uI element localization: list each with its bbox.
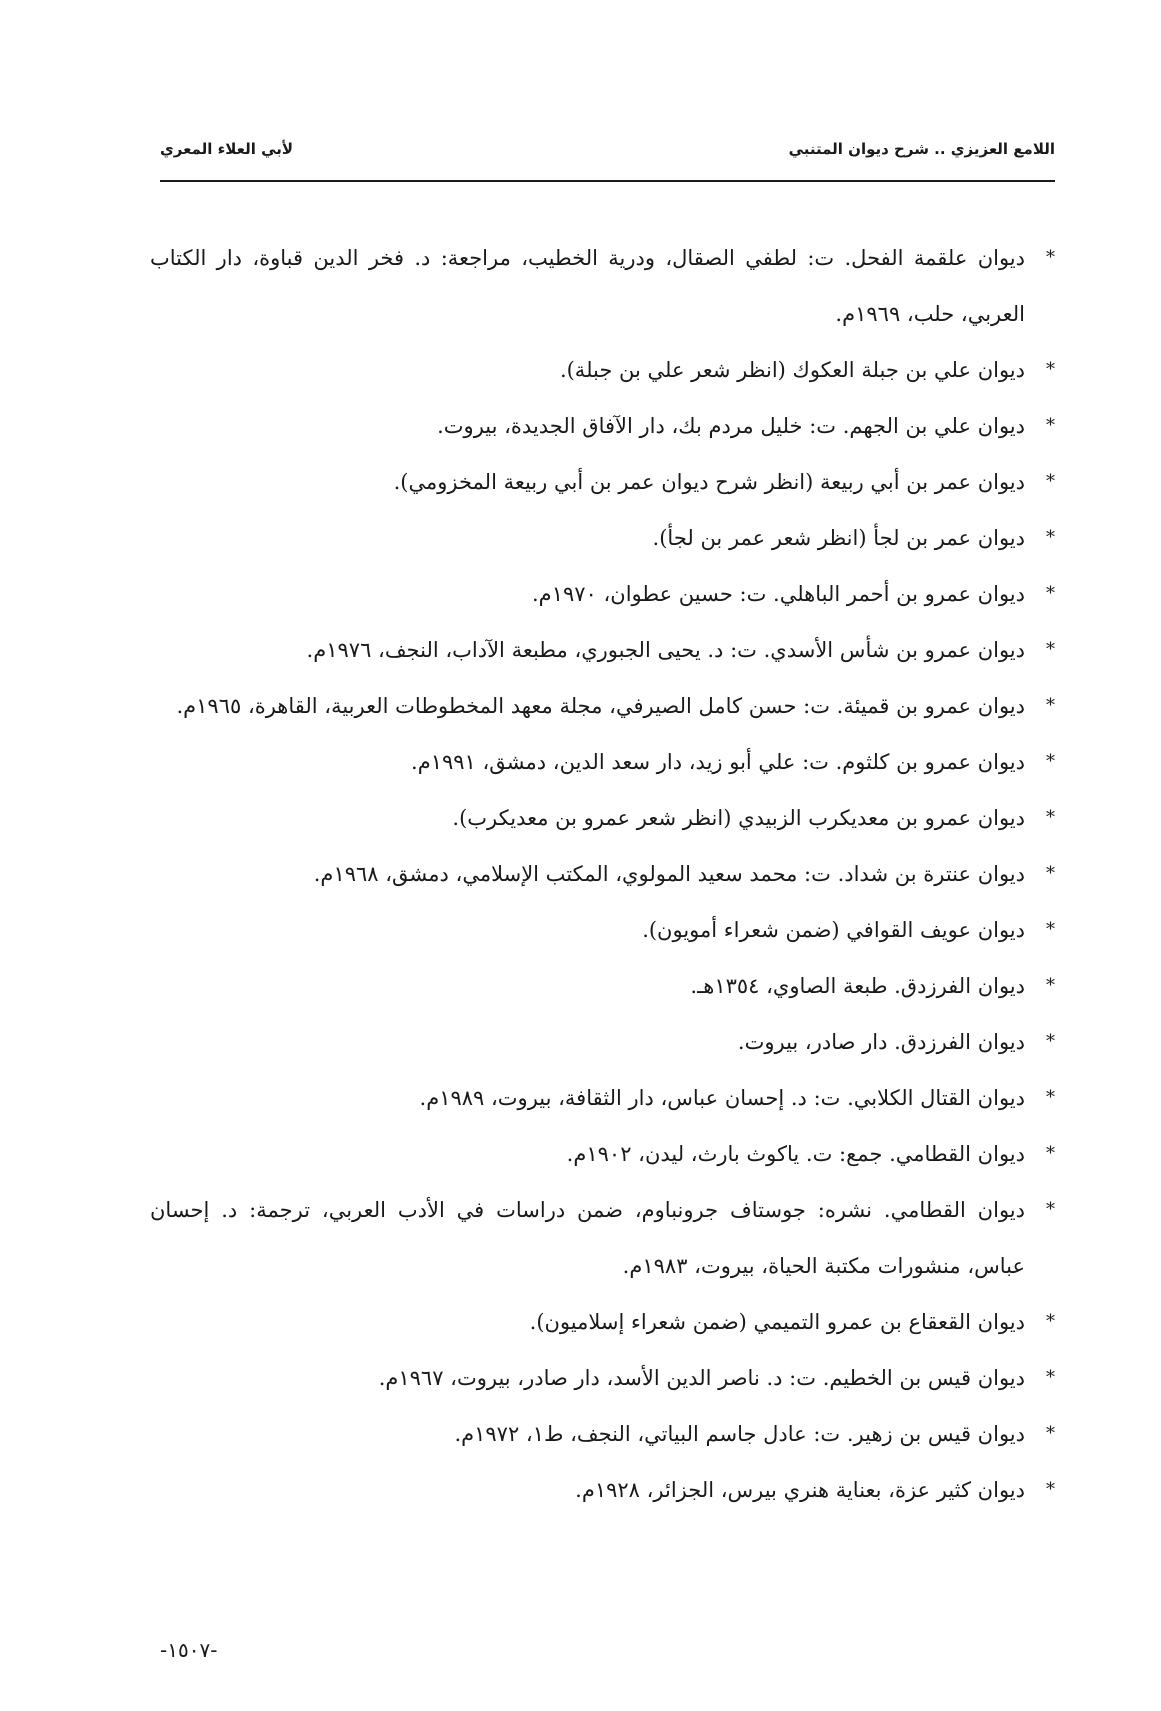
entry-text: ديوان عمر بن لجأ (انظر شعر عمر بن لجأ). bbox=[652, 526, 1025, 550]
bibliography-entry bbox=[150, 1126, 1055, 1182]
asterisk-bullet-icon: * bbox=[1046, 1423, 1055, 1444]
asterisk-bullet-icon: * bbox=[1046, 583, 1055, 604]
asterisk-bullet-icon: * bbox=[1046, 471, 1055, 492]
page-number: -١٥٠٧- bbox=[160, 1638, 218, 1662]
entry-text: ديوان القطامي. نشره: جوستاف جرونباوم، ضمن دراسات في الأدب العربي، ترجمة: د. إحسان عباس، منشورات مكتبة الحياة، بيروت، ١٩٨٣م. bbox=[150, 1198, 1025, 1278]
asterisk-bullet-icon: * bbox=[1046, 1199, 1055, 1220]
bibliography-entry bbox=[150, 1182, 1055, 1294]
asterisk-bullet-icon: * bbox=[1046, 695, 1055, 716]
asterisk-bullet-icon: * bbox=[1046, 247, 1055, 268]
asterisk-bullet-icon: * bbox=[1046, 1143, 1055, 1164]
entry-text: ديوان عويف القوافي (ضمن شعراء أمويون). bbox=[642, 918, 1025, 942]
entry-text: ديوان علي بن جبلة العكوك (انظر شعر علي بن جبلة). bbox=[559, 358, 1025, 382]
entry-text: ديوان عمرو بن قميئة. ت: حسن كامل الصيرفي، مجلة معهد المخطوطات العربية، القاهرة، ١٩٦٥م. bbox=[176, 694, 1025, 718]
entry-text: ديوان قيس بن الخطيم. ت: د. ناصر الدين الأسد، دار صادر، بيروت، ١٩٦٧م. bbox=[378, 1366, 1025, 1390]
asterisk-bullet-icon: * bbox=[1046, 975, 1055, 996]
asterisk-bullet-icon: * bbox=[1046, 1367, 1055, 1388]
bibliography-entry bbox=[150, 790, 1055, 846]
entry-text: ديوان عمرو بن شأس الأسدي. ت: د. يحيى الجبوري، مطبعة الآداب، النجف، ١٩٧٦م. bbox=[306, 638, 1025, 662]
bibliography-entry bbox=[150, 342, 1055, 398]
bibliography-entry bbox=[150, 622, 1055, 678]
bibliography-entry bbox=[150, 902, 1055, 958]
entry-text: ديوان عمر بن أبي ربيعة (انظر شرح ديوان عمر بن أبي ربيعة المخزومي). bbox=[393, 470, 1025, 494]
bibliography-list bbox=[150, 230, 1055, 1518]
bibliography-entry bbox=[150, 510, 1055, 566]
entry-text: ديوان عمرو بن معديكرب الزبيدي (انظر شعر عمرو بن معديكرب). bbox=[452, 806, 1025, 830]
asterisk-bullet-icon: * bbox=[1046, 1311, 1055, 1332]
bibliography-entry bbox=[150, 1462, 1055, 1518]
asterisk-bullet-icon: * bbox=[1046, 1479, 1055, 1500]
bibliography-entry bbox=[150, 398, 1055, 454]
asterisk-bullet-icon: * bbox=[1046, 1031, 1055, 1052]
asterisk-bullet-icon: * bbox=[1046, 359, 1055, 380]
running-head bbox=[160, 140, 1055, 170]
asterisk-bullet-icon: * bbox=[1046, 919, 1055, 940]
bibliography-entry bbox=[150, 454, 1055, 510]
asterisk-bullet-icon: * bbox=[1046, 1087, 1055, 1108]
entry-text: ديوان القطامي. جمع: ت. ياكوث بارث، ليدن، ١٩٠٢م. bbox=[566, 1142, 1025, 1166]
entry-text: ديوان القتال الكلابي. ت: د. إحسان عباس، دار الثقافة، بيروت، ١٩٨٩م. bbox=[419, 1086, 1025, 1110]
bibliography-entry bbox=[150, 958, 1055, 1014]
author-name: لأبي العلاء المعري bbox=[160, 140, 294, 158]
asterisk-bullet-icon: * bbox=[1046, 415, 1055, 436]
entry-text: ديوان عمرو بن أحمر الباهلي. ت: حسين عطوان، ١٩٧٠م. bbox=[532, 582, 1025, 606]
bibliography-entry bbox=[150, 230, 1055, 342]
asterisk-bullet-icon: * bbox=[1046, 807, 1055, 828]
asterisk-bullet-icon: * bbox=[1046, 751, 1055, 772]
bibliography-entry bbox=[150, 566, 1055, 622]
bibliography-entry bbox=[150, 846, 1055, 902]
entry-text: ديوان عنترة بن شداد. ت: محمد سعيد المولوي، المكتب الإسلامي، دمشق، ١٩٦٨م. bbox=[313, 862, 1025, 886]
bibliography-entry bbox=[150, 1014, 1055, 1070]
entry-text: ديوان الفرزدق. طبعة الصاوي، ١٣٥٤هـ. bbox=[690, 974, 1025, 998]
bibliography-entry bbox=[150, 1070, 1055, 1126]
entry-text: ديوان عمرو بن كلثوم. ت: علي أبو زيد، دار سعد الدين، دمشق، ١٩٩١م. bbox=[411, 750, 1025, 774]
entry-text: ديوان القعقاع بن عمرو التميمي (ضمن شعراء إسلاميون). bbox=[529, 1310, 1025, 1334]
entry-text: ديوان علقمة الفحل. ت: لطفي الصقال، ودرية الخطيب، مراجعة: د. فخر الدين قباوة، دار الكتاب العربي، حلب، ١٩٦٩م. bbox=[150, 246, 1025, 326]
entry-text: ديوان كثير عزة، بعناية هنري بيرس، الجزائر، ١٩٢٨م. bbox=[575, 1478, 1025, 1502]
header-rule bbox=[160, 180, 1055, 182]
bibliography-entry bbox=[150, 1294, 1055, 1350]
entry-text: ديوان قيس بن زهير. ت: عادل جاسم البياتي، النجف، ط١، ١٩٧٢م. bbox=[454, 1422, 1025, 1446]
bibliography-entry bbox=[150, 1406, 1055, 1462]
bibliography-entry bbox=[150, 734, 1055, 790]
entry-text: ديوان الفرزدق. دار صادر، بيروت. bbox=[737, 1030, 1025, 1054]
asterisk-bullet-icon: * bbox=[1046, 527, 1055, 548]
bibliography-entry bbox=[150, 678, 1055, 734]
entry-text: ديوان علي بن الجهم. ت: خليل مردم بك، دار الآفاق الجديدة، بيروت. bbox=[437, 414, 1025, 438]
asterisk-bullet-icon: * bbox=[1046, 863, 1055, 884]
book-title: اللامع العزيزي .. شرح ديوان المتنبي bbox=[788, 140, 1055, 158]
bibliography-entry bbox=[150, 1350, 1055, 1406]
asterisk-bullet-icon: * bbox=[1046, 639, 1055, 660]
